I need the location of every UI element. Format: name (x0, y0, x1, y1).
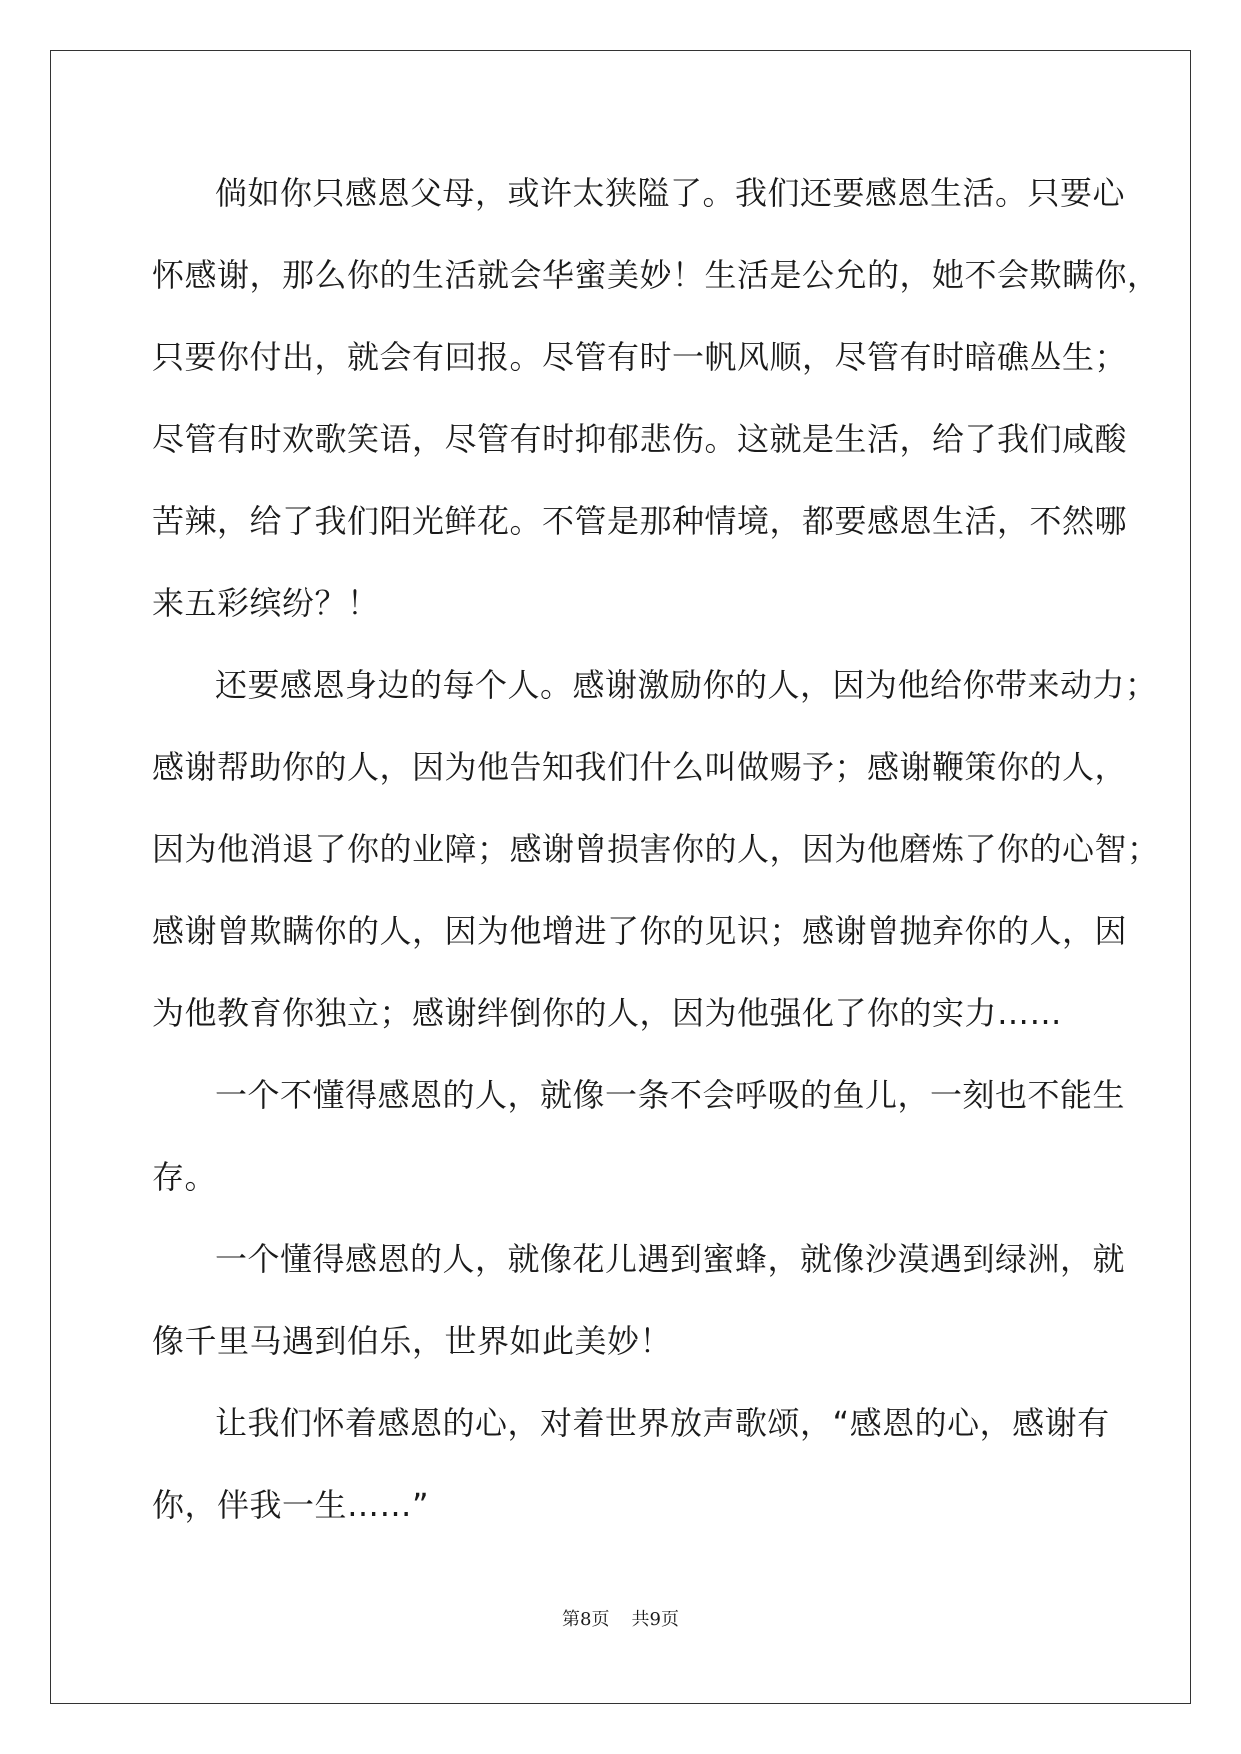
paragraph-2-line-5: 为他教育你独立；感谢绊倒你的人，因为他强化了你的实力…… (152, 994, 1063, 1032)
paragraph-2-line-1: 还要感恩身边的每个人。感谢激励你的人，因为他给你带来动力； (215, 666, 1158, 704)
paragraph-4-line-1: 一个懂得感恩的人，就像花儿遇到蜜蜂，就像沙漠遇到绿洲，就 (215, 1240, 1126, 1278)
paragraph-4-line-2: 像千里马遇到伯乐，世界如此美妙！ (152, 1322, 673, 1360)
paragraph-3-line-2: 存。 (152, 1158, 218, 1196)
paragraph-1-line-2: 怀感谢，那么你的生活就会华蜜美妙！生活是公允的，她不会欺瞒你， (152, 256, 1160, 294)
paragraph-5-line-2: 你，伴我一生……” (152, 1486, 430, 1524)
paragraph-2-line-4: 感谢曾欺瞒你的人，因为他增进了你的见识；感谢曾抛弃你的人，因 (152, 912, 1128, 950)
paragraph-1-line-4: 尽管有时欢歌笑语，尽管有时抑郁悲伤。这就是生活，给了我们咸酸 (152, 420, 1128, 458)
page-number: 第8页 (562, 1609, 610, 1630)
paragraph-3-line-1: 一个不懂得感恩的人，就像一条不会呼吸的鱼儿，一刻也不能生 (215, 1076, 1126, 1114)
document-body (152, 152, 1160, 1546)
paragraph-1-line-5: 苦辣，给了我们阳光鲜花。不管是那种情境，都要感恩生活，不然哪 (152, 502, 1128, 540)
paragraph-2-line-2: 感谢帮助你的人，因为他告知我们什么叫做赐予；感谢鞭策你的人， (152, 748, 1128, 786)
page-footer (0, 1605, 1241, 1631)
paragraph-1-line-3: 只要你付出，就会有回报。尽管有时一帆风顺，尽管有时暗礁丛生； (152, 338, 1128, 376)
paragraph-5-line-1: 让我们怀着感恩的心，对着世界放声歌颂，“感恩的心，感谢有 (215, 1404, 1110, 1442)
paragraph-1-line-6: 来五彩缤纷？！ (152, 584, 380, 622)
paragraph-1-line-1: 倘如你只感恩父母，或许太狭隘了。我们还要感恩生活。只要心 (215, 174, 1126, 212)
paragraph-2-line-3: 因为他消退了你的业障；感谢曾损害你的人，因为他磨炼了你的心智； (152, 830, 1160, 868)
page-total: 共9页 (631, 1609, 679, 1630)
